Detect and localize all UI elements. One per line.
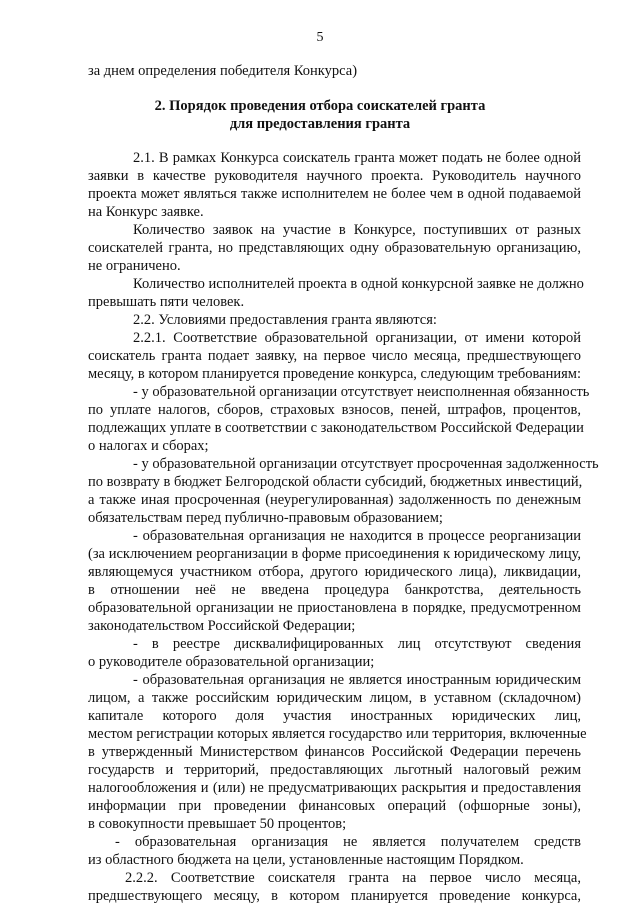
text-line: за днем определения победителя Конкурса) <box>88 63 358 79</box>
text-line: 2.2. Условиями предоставления гранта являются: <box>133 312 437 328</box>
text-line: (за исключением реорганизации в форме присоединения к юридическому лицу, <box>88 546 581 562</box>
text-line: проекта может являться также исполнителем не более чем в одной подаваемой <box>88 186 581 202</box>
text-line: превышать пяти человек. <box>88 294 245 310</box>
text-line: капитале которого доля участия иностранных юридических лиц, <box>88 708 581 724</box>
text-line: а также иная просроченная (неурегулированная) задолженность по денежным <box>88 492 581 508</box>
text-line: информации при проведении финансовых операций (офшорные зоны), <box>88 798 581 814</box>
text-line: налогообложения и (или) не предусматривающих раскрытия и предоставления <box>88 780 581 796</box>
text-line: заявки в качестве руководителя научного проекта. Руководитель научного <box>88 168 581 184</box>
text-line: о руководителе образовательной организации; <box>88 654 375 670</box>
text-line: предшествующего месяцу, в котором планируется проведение конкурса, <box>88 888 581 904</box>
text-line: по возврату в бюджет Белгородской области субсидий, бюджетных инвестиций, <box>88 474 583 490</box>
text-line: месяцу, в котором планируется проведение конкурса, следующим требованиям: <box>88 366 581 382</box>
text-line: - образовательная организация не является иностранным юридическим <box>133 672 581 688</box>
text-line: местом регистрации которых является государство или территория, включенные <box>88 726 587 742</box>
text-line: соискателей гранта, но представляющих одну образовательную организацию, <box>88 240 581 256</box>
text-line: 2.2.2. Соответствие соискателя гранта на первое число месяца, <box>125 870 581 886</box>
text-line: государств и территорий, предоставляющих льготный налоговый режим <box>88 762 581 778</box>
text-line: - у образовательной организации отсутствует просроченная задолженность <box>133 456 599 472</box>
text-line: - в реестре дисквалифицированных лиц отсутствуют сведения <box>133 636 581 652</box>
text-line: Количество исполнителей проекта в одной конкурсной заявке не должно <box>133 276 584 292</box>
text-line: из областного бюджета на цели, установленные настоящим Порядком. <box>88 852 524 868</box>
text-line: законодательством Российской Федерации; <box>88 618 356 634</box>
text-line: о налогах и сборах; <box>88 438 209 454</box>
text-line: в утвержденный Министерством финансов Российской Федерации перечень <box>88 744 581 760</box>
text-line: в отношении неё не введена процедура банкротства, деятельность <box>88 582 581 598</box>
text-line: - образовательная организация не является получателем средств <box>115 834 581 850</box>
text-line: лицом, а также российским юридическим лицом, в уставном (складочном) <box>88 690 581 706</box>
page-number: 5 <box>316 30 324 45</box>
text-line: образовательной организации не приостановлена в порядке, предусмотренном <box>88 600 581 616</box>
text-line: в совокупности превышает 50 процентов; <box>88 816 347 832</box>
text-line: соискатель гранта подает заявку, на первое число месяца, предшествующего <box>88 348 581 364</box>
section-heading: 2. Порядок проведения отбора соискателей гранта <box>154 98 486 114</box>
text-line: Количество заявок на участие в Конкурсе, поступивших от разных <box>133 222 581 238</box>
text-line: подлежащих уплате в соответствии с законодательством Российской Федерации <box>88 420 584 436</box>
text-line: на Конкурс заявке. <box>88 204 204 220</box>
text-line: - образовательная организация не находится в процессе реорганизации <box>133 528 581 544</box>
text-line: не ограничено. <box>88 258 181 274</box>
section-heading: для предоставления гранта <box>229 116 411 132</box>
text-line: - у образовательной организации отсутствует неисполненная обязанность <box>133 384 590 400</box>
text-line: 2.2.1. Соответствие образовательной организации, от имени которой <box>133 330 581 346</box>
text-line: являющемуся участником отбора, другого юридического лица), ликвидации, <box>88 564 581 580</box>
text-line: по уплате налогов, сборов, страховых взносов, пеней, штрафов, процентов, <box>88 402 581 418</box>
text-line: обязательствам перед публично-правовым образованием; <box>88 510 443 526</box>
text-line: 2.1. В рамках Конкурса соискатель гранта может подать не более одной <box>133 150 581 166</box>
